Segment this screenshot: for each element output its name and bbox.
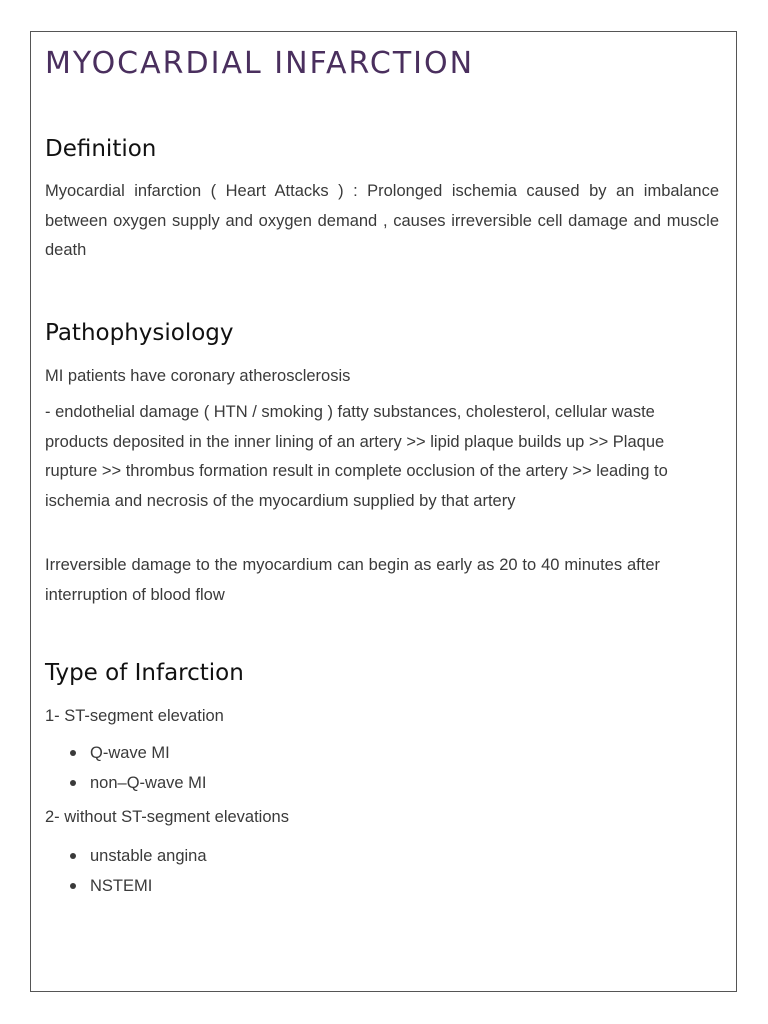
type-group-2-list	[45, 841, 207, 901]
list-item	[45, 841, 207, 871]
pathophysiology-heading: Pathophysiology	[45, 320, 234, 346]
list-item	[45, 871, 207, 901]
bullet-icon	[70, 780, 76, 786]
bullet-icon	[70, 853, 76, 859]
bullet-icon	[70, 750, 76, 756]
type-group-1-label: 1- ST-segment elevation	[45, 707, 224, 725]
pathophysiology-mechanism: - endothelial damage ( HTN / smoking ) fatty substances, cholesterol, cellular waste products deposited in the inner lining of an artery >> lipid plaque builds up >> Plaque rupture >> thrombus formation result in complete occlusion of the artery >> leading to ischemia and necrosis of the myocardium supplied by that artery	[45, 403, 668, 510]
definition-heading: Definition	[45, 136, 157, 162]
list-item-label: unstable angina	[90, 847, 207, 865]
document-title: MYOCARDIAL INFARCTION	[45, 46, 475, 81]
type-group-1-list	[45, 738, 206, 798]
definition-text: Myocardial infarction ( Heart Attacks ) : Prolonged ischemia caused by an imbalance between oxygen supply and oxygen demand , causes irreversible cell damage and muscle death	[45, 182, 719, 259]
pathophysiology-intro: MI patients have coronary atherosclerosis	[45, 367, 351, 385]
bullet-icon	[70, 883, 76, 889]
list-item-label: Q-wave MI	[90, 744, 170, 762]
list-item	[45, 738, 206, 768]
pathophysiology-timing: Irreversible damage to the myocardium can begin as early as 20 to 40 minutes after interruption of blood flow	[45, 556, 660, 604]
list-item-label: NSTEMI	[90, 877, 153, 895]
list-item-label: non–Q-wave MI	[90, 774, 207, 792]
infarction-types-heading: Type of Infarction	[45, 660, 244, 686]
type-group-2-label: 2- without ST-segment elevations	[45, 808, 289, 826]
list-item	[45, 768, 206, 798]
